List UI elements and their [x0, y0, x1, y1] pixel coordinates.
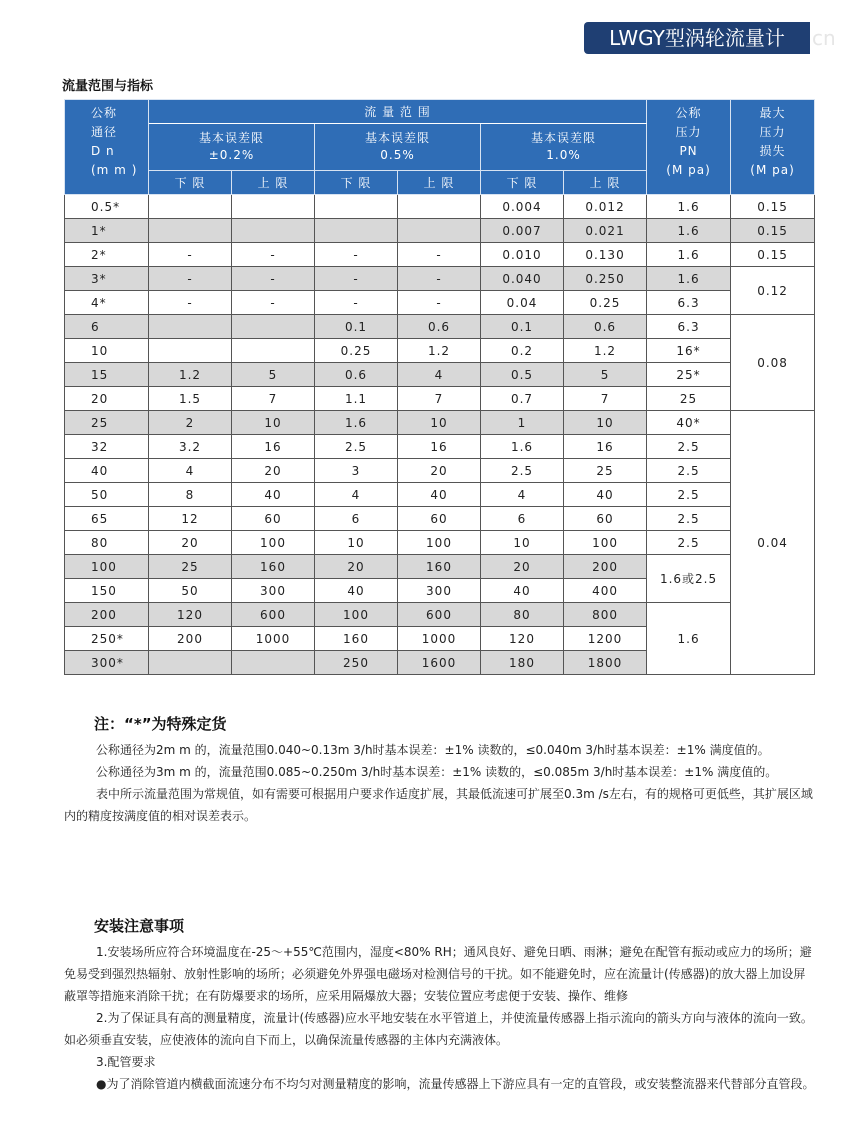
cell-dn: 1*	[65, 219, 149, 243]
table-cell: 0.010	[481, 243, 564, 267]
table-cell: 300	[398, 579, 481, 603]
cell-pn: 2.5	[647, 507, 731, 531]
table-cell: 2.5	[481, 459, 564, 483]
table-cell: 4	[315, 483, 398, 507]
table-cell: 1.6	[481, 435, 564, 459]
cell-dn: 10	[65, 339, 149, 363]
table-cell: 300	[232, 579, 315, 603]
table-cell: 7	[398, 387, 481, 411]
header-error-05: 基本误差限 0.5%	[315, 124, 481, 171]
cell-dn: 0.5*	[65, 195, 149, 219]
cell-loss: 0.08	[731, 315, 815, 411]
cell-dn: 32	[65, 435, 149, 459]
header-lower-limit: 下 限	[149, 171, 232, 195]
header-flow-range: 流 量 范 围	[149, 100, 647, 124]
table-cell: 1200	[564, 627, 647, 651]
table-cell: 100	[315, 603, 398, 627]
cell-pn: 1.6	[647, 243, 731, 267]
table-row	[65, 483, 815, 507]
table-cell: -	[398, 267, 481, 291]
table-cell: 0.5	[481, 363, 564, 387]
table-cell: 5	[564, 363, 647, 387]
cell-pn: 40*	[647, 411, 731, 435]
table-cell	[232, 651, 315, 675]
table-cell: 40	[315, 579, 398, 603]
table-row	[65, 387, 815, 411]
table-cell: 5	[232, 363, 315, 387]
header-nominal-diameter: 公称 通径 D n (m m )	[65, 100, 149, 195]
table-cell: 60	[564, 507, 647, 531]
table-cell: 80	[481, 603, 564, 627]
table-cell	[232, 339, 315, 363]
table-cell: 0.6	[398, 315, 481, 339]
table-cell: 40	[564, 483, 647, 507]
flow-range-table	[64, 99, 815, 675]
cell-pn: 6.3	[647, 291, 731, 315]
table-cell: 20	[398, 459, 481, 483]
table-cell	[315, 219, 398, 243]
table-cell: 160	[315, 627, 398, 651]
table-cell	[149, 339, 232, 363]
install-paragraph: 2.为了保证具有高的测量精度，流量计(传感器)应水平地安装在水平管道上，并使流量传感器上指示流向的箭头方向与液体的流向一致。如必须垂直安装，应使液体的流向自下而上，以确保流量传感器的主体内充满液体。	[64, 1011, 813, 1047]
table-cell: 120	[149, 603, 232, 627]
table-row	[65, 531, 815, 555]
table-cell: 50	[149, 579, 232, 603]
table-cell: 600	[398, 603, 481, 627]
table-cell: 16	[232, 435, 315, 459]
table-cell: 120	[481, 627, 564, 651]
cell-pn: 25*	[647, 363, 731, 387]
cell-dn: 6	[65, 315, 149, 339]
cell-pn: 2.5	[647, 459, 731, 483]
cell-dn: 40	[65, 459, 149, 483]
install-paragraph: 1.安装场所应符合环境温度在-25～+55℃范围内，湿度<80% RH；通风良好、避免日晒、雨淋；避免在配管有振动或应力的场所；避免易受到强烈热辐射、放射性影响的场所；必须避免外界强电磁场对检测信号的干扰。如不能避免时，应在流量计(传感器)的放大器上加设屏蔽罩等措施来消除干扰；在有防爆要求的场所，应采用隔爆放大器；安装位置应考虑便于安装、操作、维修	[64, 945, 812, 1003]
table-cell: 0.6	[564, 315, 647, 339]
table-cell: -	[398, 291, 481, 315]
table-row	[65, 363, 815, 387]
table-cell: 600	[232, 603, 315, 627]
table-cell	[398, 195, 481, 219]
cell-dn: 80	[65, 531, 149, 555]
table-cell: 40	[481, 579, 564, 603]
cell-dn: 200	[65, 603, 149, 627]
cell-pn: 2.5	[647, 483, 731, 507]
table-cell: 4	[149, 459, 232, 483]
cell-dn: 15	[65, 363, 149, 387]
header-upper-limit: 上 限	[564, 171, 647, 195]
cell-loss: 0.04	[731, 411, 815, 675]
table-cell: 10	[481, 531, 564, 555]
cell-dn: 3*	[65, 267, 149, 291]
table-cell: 0.25	[315, 339, 398, 363]
flow-table-body	[65, 195, 815, 675]
table-cell: 250	[315, 651, 398, 675]
table-row	[65, 267, 815, 291]
table-cell: -	[315, 243, 398, 267]
cell-loss: 0.12	[731, 267, 815, 315]
table-cell: 800	[564, 603, 647, 627]
table-cell	[232, 315, 315, 339]
table-cell: 1.2	[149, 363, 232, 387]
table-cell: 1600	[398, 651, 481, 675]
header-nominal-pressure: 公称 压力 PN (M pa)	[647, 100, 731, 195]
cell-pn: 2.5	[647, 435, 731, 459]
cell-dn: 4*	[65, 291, 149, 315]
install-paragraph: 3.配管要求	[96, 1055, 156, 1069]
cell-pn: 1.6	[647, 267, 731, 291]
table-cell: 2.5	[315, 435, 398, 459]
table-cell: 0.6	[315, 363, 398, 387]
cell-dn: 150	[65, 579, 149, 603]
table-cell: 1000	[232, 627, 315, 651]
cell-pn: 25	[647, 387, 731, 411]
cell-dn: 100	[65, 555, 149, 579]
table-cell: -	[232, 291, 315, 315]
table-cell: 200	[149, 627, 232, 651]
table-row	[65, 459, 815, 483]
table-cell: 1.5	[149, 387, 232, 411]
table-cell: 1	[481, 411, 564, 435]
table-cell: 20	[481, 555, 564, 579]
table-cell: -	[149, 267, 232, 291]
install-section	[64, 915, 816, 1095]
table-cell: 400	[564, 579, 647, 603]
table-row	[65, 555, 815, 579]
cell-pn: 16*	[647, 339, 731, 363]
note-paragraph: 表中所示流量范围为常规值，如有需要可根据用户要求作适度扩展，其最低流速可扩展至0.3m /s左右，有的规格可更低些，其扩展区域内的精度按满度值的相对误差表示。	[64, 787, 813, 823]
table-cell: 100	[232, 531, 315, 555]
table-cell: 0.021	[564, 219, 647, 243]
table-cell: 0.004	[481, 195, 564, 219]
cell-pn: 2.5	[647, 531, 731, 555]
notes-section	[64, 713, 816, 827]
table-cell: 0.04	[481, 291, 564, 315]
table-cell: 16	[398, 435, 481, 459]
install-paragraph: ●为了消除管道内横截面流速分布不均匀对测量精度的影响，流量传感器上下游应具有一定的直管段，或安装整流器来代替部分直管段。	[96, 1077, 815, 1091]
cell-loss: 0.15	[731, 219, 815, 243]
cell-loss: 0.15	[731, 243, 815, 267]
table-cell	[398, 219, 481, 243]
cell-dn: 300*	[65, 651, 149, 675]
table-cell: 0.7	[481, 387, 564, 411]
table-cell: -	[398, 243, 481, 267]
table-cell: 12	[149, 507, 232, 531]
table-cell: 6	[315, 507, 398, 531]
table-cell: 25	[149, 555, 232, 579]
note-paragraph: 公称通径为2m m 的，流量范围0.040~0.13m 3/h时基本误差：±1% 读数的，≤0.040m 3/h时基本误差：±1% 满度值的。	[96, 743, 770, 757]
table-row	[65, 339, 815, 363]
table-cell: -	[149, 243, 232, 267]
header-error-02: 基本误差限 ±0.2%	[149, 124, 315, 171]
section-title: 流量范围与指标	[62, 79, 154, 94]
table-cell: 1.1	[315, 387, 398, 411]
table-cell: 0.040	[481, 267, 564, 291]
table-cell	[149, 195, 232, 219]
table-cell: 2	[149, 411, 232, 435]
table-cell: 4	[481, 483, 564, 507]
table-cell: 10	[398, 411, 481, 435]
cell-dn: 65	[65, 507, 149, 531]
table-cell	[149, 315, 232, 339]
table-cell: 10	[564, 411, 647, 435]
table-cell: 0.130	[564, 243, 647, 267]
table-cell: -	[232, 267, 315, 291]
cell-pn: 1.6或2.5	[647, 555, 731, 603]
table-cell: 7	[564, 387, 647, 411]
table-cell: 16	[564, 435, 647, 459]
header-lower-limit: 下 限	[315, 171, 398, 195]
cell-pn: 1.6	[647, 195, 731, 219]
cell-pn: 1.6	[647, 603, 731, 675]
table-cell: 8	[149, 483, 232, 507]
header-max-pressure-loss: 最大 压力 损失 (M pa)	[731, 100, 815, 195]
table-cell: -	[149, 291, 232, 315]
table-cell: 0.250	[564, 267, 647, 291]
cell-dn: 50	[65, 483, 149, 507]
table-cell: 10	[232, 411, 315, 435]
table-cell: 7	[232, 387, 315, 411]
header-upper-limit: 上 限	[398, 171, 481, 195]
table-cell	[315, 195, 398, 219]
table-cell: 160	[398, 555, 481, 579]
table-cell	[149, 219, 232, 243]
table-row	[65, 435, 815, 459]
table-cell: 60	[232, 507, 315, 531]
table-row	[65, 195, 815, 219]
table-cell: 100	[398, 531, 481, 555]
table-cell	[149, 651, 232, 675]
table-cell: 1800	[564, 651, 647, 675]
table-cell: 6	[481, 507, 564, 531]
table-cell: 40	[398, 483, 481, 507]
table-row	[65, 411, 815, 435]
table-cell: 3.2	[149, 435, 232, 459]
cell-dn: 25	[65, 411, 149, 435]
table-cell: 10	[315, 531, 398, 555]
header-upper-limit: 上 限	[232, 171, 315, 195]
table-cell: 1.2	[398, 339, 481, 363]
table-cell: 100	[564, 531, 647, 555]
table-cell: 200	[564, 555, 647, 579]
table-cell: 20	[315, 555, 398, 579]
table-cell	[232, 195, 315, 219]
table-row	[65, 243, 815, 267]
cell-loss: 0.15	[731, 195, 815, 219]
table-cell: 20	[232, 459, 315, 483]
header-error-10: 基本误差限 1.0%	[481, 124, 647, 171]
table-cell: 180	[481, 651, 564, 675]
table-cell: 0.012	[564, 195, 647, 219]
table-cell: -	[232, 243, 315, 267]
note-paragraph: 公称通径为3m m 的，流量范围0.085~0.250m 3/h时基本误差：±1% 读数的，≤0.085m 3/h时基本误差：±1% 满度值的。	[96, 765, 778, 779]
cell-dn: 250*	[65, 627, 149, 651]
table-cell: 4	[398, 363, 481, 387]
cell-dn: 2*	[65, 243, 149, 267]
table-row	[65, 291, 815, 315]
table-cell: 20	[149, 531, 232, 555]
table-cell: 0.1	[481, 315, 564, 339]
table-cell: 0.25	[564, 291, 647, 315]
header-lower-limit: 下 限	[481, 171, 564, 195]
table-cell: -	[315, 291, 398, 315]
table-cell: 0.1	[315, 315, 398, 339]
table-row	[65, 219, 815, 243]
cell-pn: 6.3	[647, 315, 731, 339]
table-cell: 1.2	[564, 339, 647, 363]
cell-pn: 1.6	[647, 219, 731, 243]
table-row	[65, 315, 815, 339]
table-cell: 25	[564, 459, 647, 483]
table-row	[65, 603, 815, 627]
table-cell: 0.007	[481, 219, 564, 243]
table-cell: -	[315, 267, 398, 291]
table-cell: 0.2	[481, 339, 564, 363]
table-cell: 40	[232, 483, 315, 507]
cell-dn: 20	[65, 387, 149, 411]
table-row	[65, 507, 815, 531]
notes-title: 注：“*”为特殊定货	[94, 715, 227, 733]
header-fade-text: cn	[812, 26, 836, 50]
install-title: 安装注意事项	[94, 917, 185, 935]
table-cell: 1.6	[315, 411, 398, 435]
table-cell: 160	[232, 555, 315, 579]
table-cell	[232, 219, 315, 243]
table-cell: 1000	[398, 627, 481, 651]
product-title-badge: LWGY型涡轮流量计	[584, 22, 810, 54]
table-cell: 3	[315, 459, 398, 483]
table-cell: 60	[398, 507, 481, 531]
